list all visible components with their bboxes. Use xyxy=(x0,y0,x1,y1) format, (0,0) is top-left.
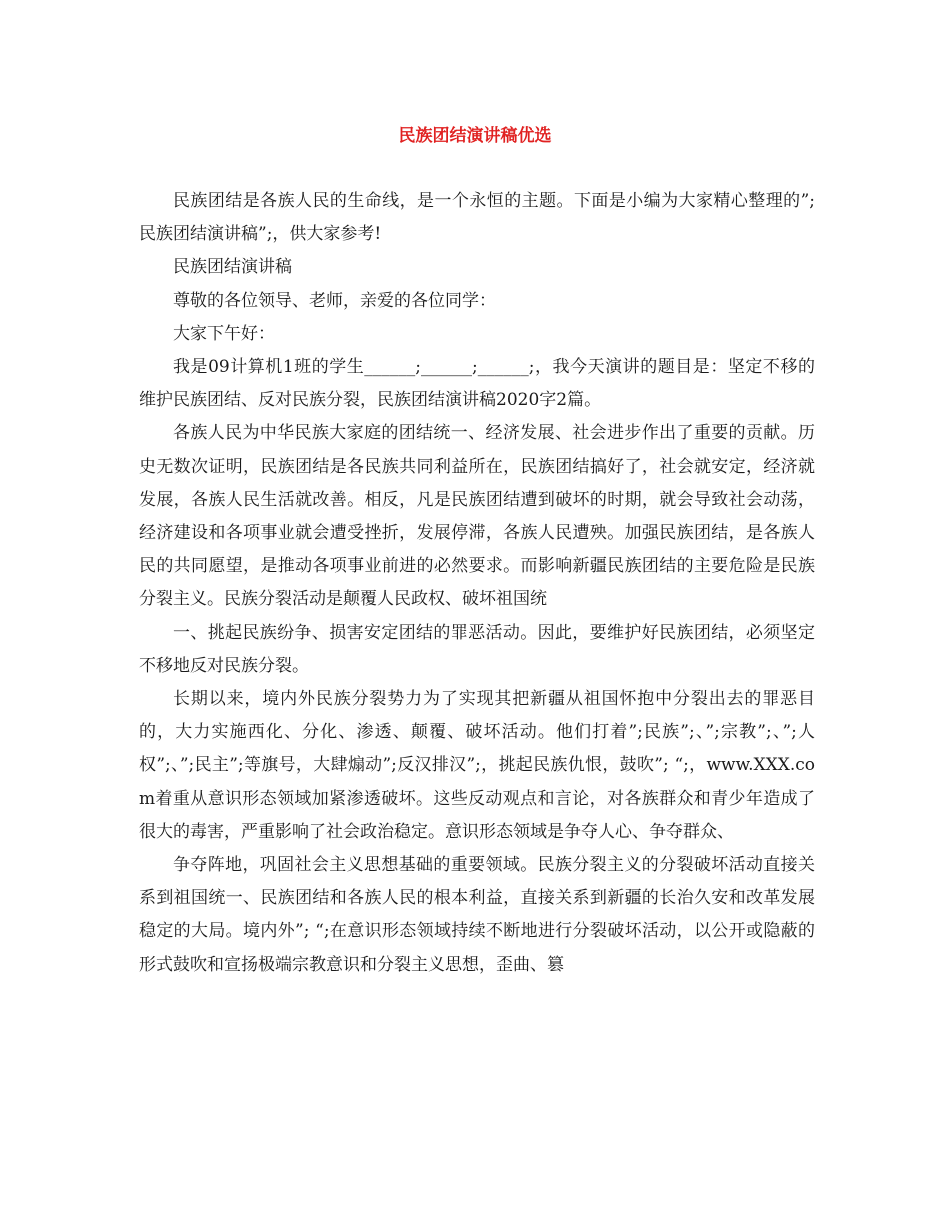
paragraph-salutation: 尊敬的各位领导、老师，亲爱的各位同学： xyxy=(173,290,496,311)
paragraph-self-intro: 我是09计算机1班的学生______;______;______;，我今天演讲的题目是：坚定不移的维护民族团结、反对民族分裂，民族团结演讲稿2020字2篇。 xyxy=(139,357,815,411)
paragraph-greeting: 大家下午好： xyxy=(173,323,275,344)
paragraph-body-2: 一、挑起民族纷争、损害安定团结的罪恶活动。因此，要维护好民族团结，必须坚定不移地反对民族分裂。 xyxy=(139,622,815,676)
paragraph-subtitle: 民族团结演讲稿 xyxy=(173,257,292,278)
document-title: 民族团结演讲稿优选 xyxy=(398,126,552,146)
document-body xyxy=(139,185,815,982)
paragraph-body-1: 各族人民为中华民族大家庭的团结统一、经济发展、社会进步作出了重要的贡献。历史无数次证明，民族团结是各民族共同利益所在，民族团结搞好了，社会就安定，经济就发展，各族人民生活就改善。相反，凡是民族团结遭到破坏的时期，就会导致社会动荡，经济建设和各项事业就会遭受挫折，发展停滞，各族人民遭殃。加强民族团结，是各族人民的共同愿望，是推动各项事业前进的必然要求。而影响新疆民族团结的主要危险是民族分裂主义。民族分裂活动是颠覆人民政权、破坏祖国统 xyxy=(139,423,815,610)
paragraph-body-4: 争夺阵地，巩固社会主义思想基础的重要领域。民族分裂主义的分裂破坏活动直接关系到祖国统一、民族团结和各族人民的根本利益，直接关系到新疆的长治久安和改革发展稳定的大局。境内外”; “;在意识形态领域持续不断地进行分裂破坏活动，以公开或隐蔽的形式鼓吹和宣扬极端宗教意识和分裂主义思想，歪曲、篡 xyxy=(139,855,815,975)
paragraph-intro: 民族团结是各族人民的生命线，是一个永恒的主题。下面是小编为大家精心整理的”;民族团结演讲稿”;，供大家参考! xyxy=(139,191,815,245)
paragraph-body-3: 长期以来，境内外民族分裂势力为了实现其把新疆从祖国怀抱中分裂出去的罪恶目的，大力实施西化、分化、渗透、颠覆、破坏活动。他们打着”;民族”;、”;宗教”;、”;人权”;、”;民主”;等旗号，大肆煽动”;反汉排汉”;，挑起民族仇恨，鼓吹”; “;，www.XXX.com着重从意识形态领域加紧渗透破坏。这些反动观点和言论，对各族群众和青少年造成了很大的毒害，严重影响了社会政治稳定。意识形态领域是争夺人心、争夺群众、 xyxy=(139,689,815,842)
